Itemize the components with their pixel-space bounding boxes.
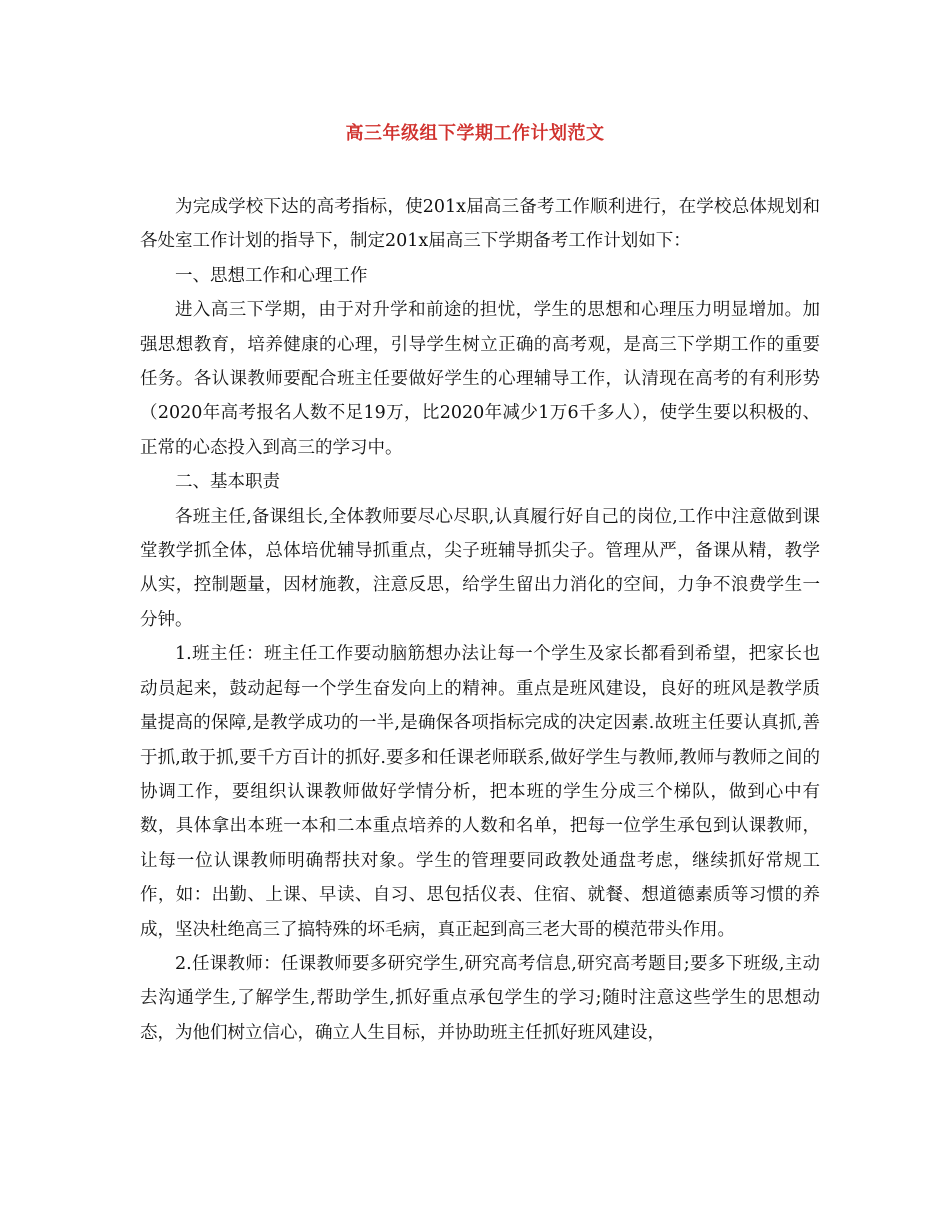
paragraph-section-2: 各班主任,备课组长,全体教师要尽心尽职,认真履行好自己的岗位,工作中注意做到课堂教学抓全体，总体培优辅导抓重点，尖子班辅导抓尖子。管理从严，备课从精，教学从实，控制题量，因材施教，注意反思，给学生留出力消化的空间，力争不浪费学生一分钟。 [140, 506, 820, 630]
document-title: 高三年级组下学期工作计划范文 [345, 123, 605, 144]
paragraph-section-1: 进入高三下学期，由于对升学和前途的担忧，学生的思想和心理压力明显增加。加强思想教育，培养健康的心理，引导学生树立正确的高考观，是高三下学期工作的重要任务。各认课教师要配合班主任要做好学生的心理辅导工作，认清现在高考的有利形势（2020年高考报名人数不足19万，比2020年减少1万6千多人），使学生要以积极的、正常的心态投入到高三的学习中。 [140, 300, 820, 458]
paragraph-subject-teacher: 2.任课教师：任课教师要多研究学生,研究高考信息,研究高考题目;要多下班级,主动去沟通学生,了解学生,帮助学生,抓好重点承包学生的学习;随时注意这些学生的思想动态，为他们树立信心，确立人生目标，并协助班主任抓好班风建设， [140, 953, 820, 1043]
paragraph-intro: 为完成学校下达的高考指标，使201x届高三备考工作顺利进行，在学校总体规划和各处室工作计划的指导下，制定201x届高三下学期备考工作计划如下： [140, 197, 820, 252]
section-heading-1: 一、思想工作和心理工作 [175, 265, 368, 286]
paragraph-head-teacher: 1.班主任：班主任工作要动脑筋想办法让每一个学生及家长都看到希望，把家长也动员起来，鼓动起每一个学生奋发向上的精神。重点是班风建设，良好的班风是教学质量提高的保障,是教学成功的一半,是确保各项指标完成的决定因素.故班主任要认真抓,善于抓,敢于抓,要千方百计的抓好.要多和任课老师联系,做好学生与教师,教师与教师之间的协调工作，要组织认课教师做好学情分析，把本班的学生分成三个梯队，做到心中有数，具体拿出本班一本和二本重点培养的人数和名单，把每一位学生承包到认课教师，让每一位认课教师明确帮扶对象。学生的管理要同政教处通盘考虑，继续抓好常规工作，如：出勤、上课、早读、自习、思包括仪表、住宿、就餐、想道德素质等习惯的养成，坚决杜绝高三了搞特殊的坏毛病，真正起到高三老大哥的模范带头作用。 [140, 644, 820, 940]
document-body [140, 190, 820, 1050]
section-heading-2: 二、基本职责 [175, 472, 280, 493]
